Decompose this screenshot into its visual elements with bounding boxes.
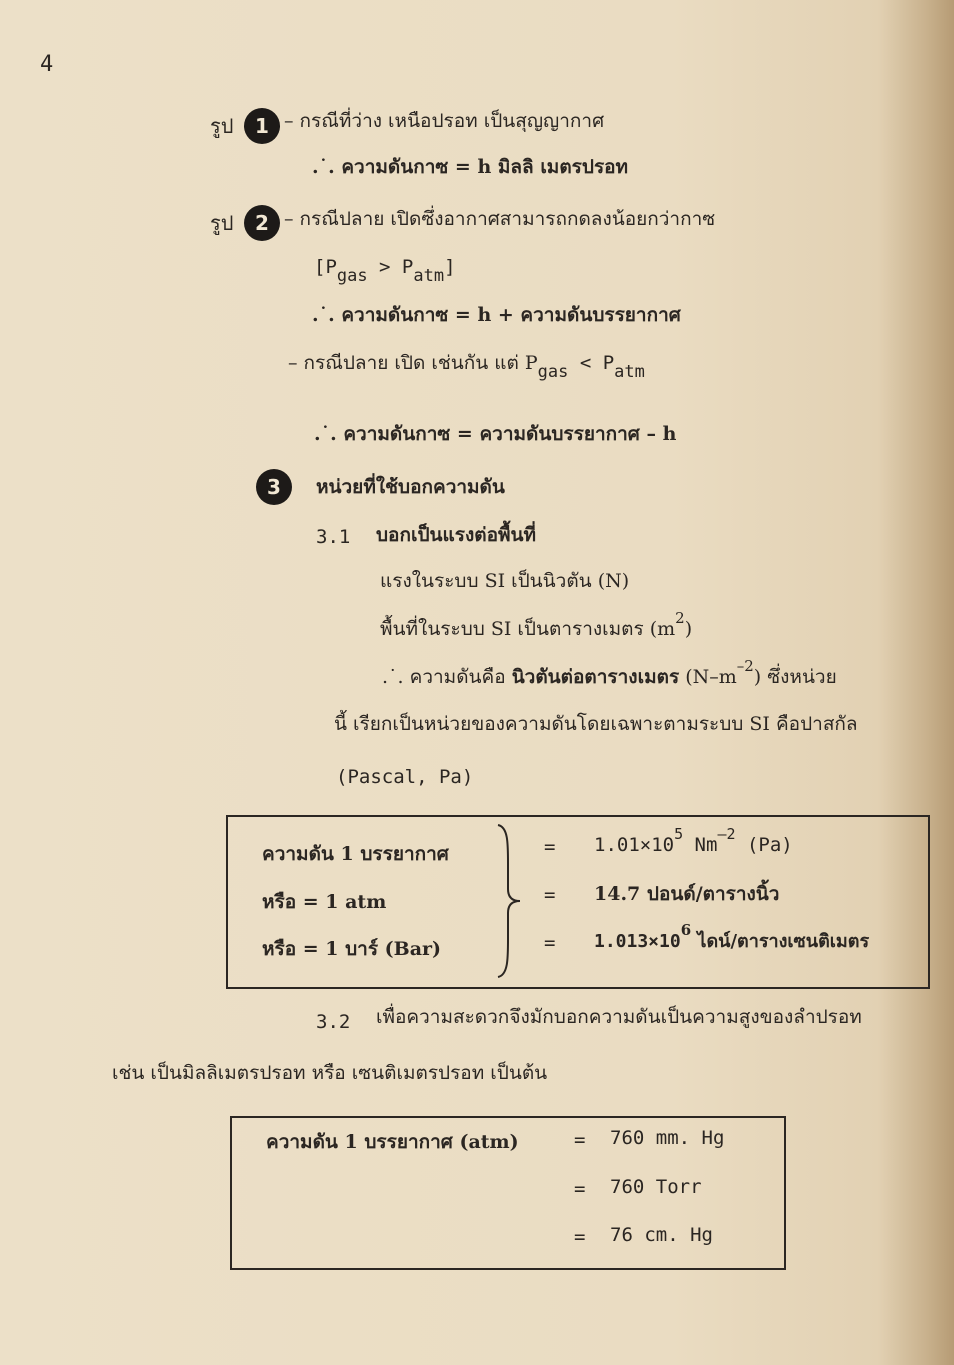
box2-value1: 760 mm. Hg [610,1127,725,1149]
box2-value2: 760 Torr [610,1176,702,1198]
fig2-condition: [Pgas > Patm] [314,256,456,286]
sec31-title: บอกเป็นแรงต่อพื้นที่ [376,524,537,546]
sec31-definition: .˙. ความดันคือ นิวตันต่อตารางเมตร $(N-m^{-2})$ ซึ่งหน่วย [382,657,837,688]
fig2-case2: – กรณีปลาย เปิด เช่นกัน แต่ Pgas < Patm [288,352,645,382]
fig2-result2: .˙. ความดันกาซ = ความดันบรรยากาศ – h [314,423,677,445]
box2-eq2: = [574,1178,586,1200]
sec31-line2: นี้ เรียกเป็นหน่วยของความดันโดยเฉพาะตามระบบ SI คือปาสกัล [334,713,858,735]
box2-value3: 76 cm. Hg [610,1224,713,1246]
fig1-number-badge: 1 [244,108,280,144]
box1-right3: $1.013\times 10^6$ ไดน์/ตารางเซนติเมตร [594,921,870,952]
fig2-text: – กรณีปลาย เปิดซึ่งอากาศสามารถกดลงน้อยกว่ากาซ [284,208,716,230]
sec32-line2: เช่น เป็นมิลลิเมตรปรอท หรือ เซนติเมตรปรอท เป็นต้น [112,1062,548,1084]
sec3-title: หน่วยที่ใช้บอกความดัน [316,476,505,498]
fig1-prefix: รูป [210,114,234,138]
box1-left1: ความดัน 1 บรรยากาศ [262,843,449,865]
box1-left2: หรือ = 1 atm [262,891,387,913]
fig2-result1: .˙. ความดันกาซ = h + ความดันบรรยากาศ [312,304,681,326]
fig2-prefix: รูป [210,211,234,235]
box1-eq3: = [544,932,556,954]
sec31-pascal: (Pascal, Pa) [336,766,474,788]
page-number: 4 [40,52,54,77]
box2-left: ความดัน 1 บรรยากาศ (atm) [266,1131,519,1153]
fig1-result: .˙. ความดันกาซ = h มิลลิ เมตรปรอท [312,156,629,178]
right-brace-icon [494,823,526,979]
box1-eq2: = [544,884,556,906]
box1-right1: $1.01\times 10^5$ $Nm^{-2}$ (Pa) [594,825,793,856]
box1-left3: หรือ = 1 บาร์ (Bar) [262,938,442,960]
fig2-number-badge: 2 [244,205,280,241]
sec32-number: 3.2 [316,1011,351,1033]
box2-eq1: = [574,1129,586,1151]
box1-right2: 14.7 ปอนด์/ตารางนิ้ว [594,883,780,905]
sec31-area: พื้นที่ในระบบ SI เป็นตารางเมตร $(m^2)$ [380,609,693,640]
fig1-text: – กรณีที่ว่าง เหนือปรอท เป็นสุญญากาศ [284,110,605,132]
sec31-number: 3.1 [316,526,351,548]
sec31-force: แรงในระบบ SI เป็นนิวตัน (N) [380,570,630,592]
box2-eq3: = [574,1226,586,1248]
sec3-number-badge: 3 [256,469,292,505]
sec32-text: เพื่อความสะดวกจึงมักบอกความดันเป็นความสูงของลำปรอท [376,1006,862,1028]
box1-eq1: = [544,836,556,858]
